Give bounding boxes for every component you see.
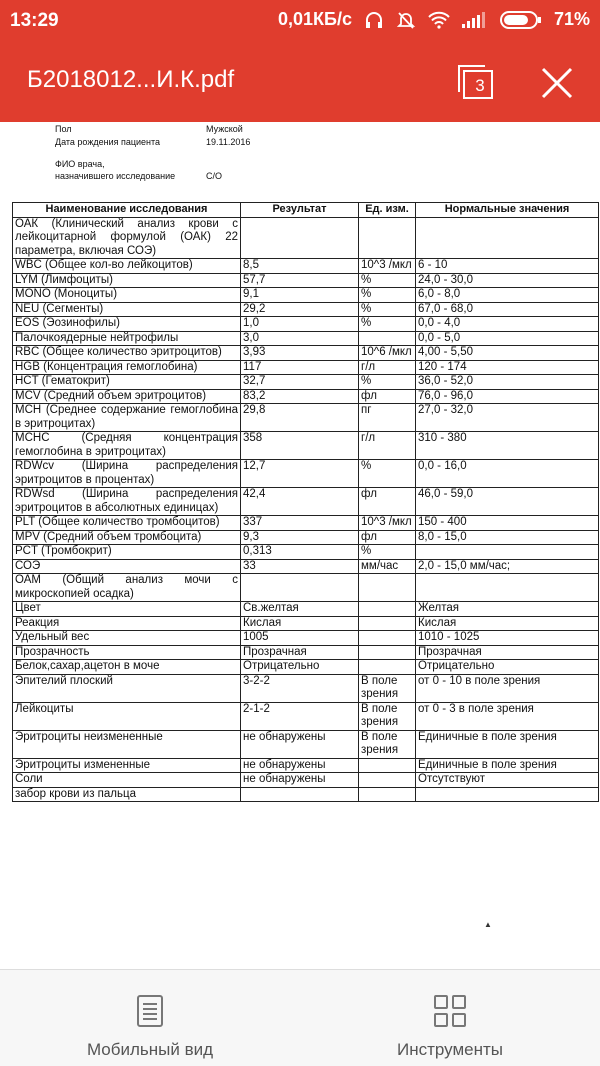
dob-label: Дата рождения пациента — [55, 137, 161, 147]
cell-unit: г/л — [359, 432, 416, 460]
cell-result: 57,7 — [241, 273, 359, 288]
cell-result: 337 — [241, 516, 359, 531]
cell-result: 29,8 — [241, 404, 359, 432]
table-row — [13, 516, 599, 531]
table-row — [13, 317, 599, 332]
cell-unit: % — [359, 317, 416, 332]
cell-result: Св.желтая — [241, 602, 359, 617]
cell-name: HCT (Гематокрит) — [13, 375, 241, 390]
cell-name: Цвет — [13, 602, 241, 617]
table-row — [13, 660, 599, 675]
cell-unit: 10^6 /мкл — [359, 346, 416, 361]
cell-result: 33 — [241, 559, 359, 574]
cell-name: MCHC (Средняя концентрация гемоглобина в эритроцитах) — [13, 432, 241, 460]
network-speed: 0,01КБ/с — [278, 9, 352, 29]
cell-result: 8,5 — [241, 259, 359, 274]
battery-percent: 71% — [553, 9, 590, 29]
tools-label: Инструменты — [396, 1040, 503, 1059]
cell-unit: % — [359, 288, 416, 303]
cell-norm: 46,0 - 59,0 — [416, 488, 599, 516]
cell-name: PCT (Тромбокрит) — [13, 545, 241, 560]
cell-norm: 67,0 - 68,0 — [416, 302, 599, 317]
mobile-view-label: Мобильный вид — [86, 1040, 214, 1059]
cell-norm — [416, 574, 599, 602]
table-row — [13, 432, 599, 460]
cell-name: WBC (Общее кол-во лейкоцитов) — [13, 259, 241, 274]
cell-norm: 4,00 - 5,50 — [416, 346, 599, 361]
header-norm: Нормальные значения — [416, 203, 599, 218]
cell-name: Лейкоциты — [13, 702, 241, 730]
cell-name: Прозрачность — [13, 645, 241, 660]
cell-unit: фл — [359, 488, 416, 516]
cell-name: Реакция — [13, 616, 241, 631]
cell-unit: % — [359, 460, 416, 488]
doctor-label-1: ФИО врача, — [55, 159, 105, 169]
cell-name: забор крови из пальца — [13, 787, 241, 802]
table-row — [13, 787, 599, 802]
cell-name: СОЭ — [13, 559, 241, 574]
caret-mark: ▲ — [484, 920, 492, 929]
table-row — [13, 217, 599, 259]
cell-norm: Кислая — [416, 616, 599, 631]
cell-result: Кислая — [241, 616, 359, 631]
pages-button[interactable] — [455, 64, 495, 100]
cell-norm: 27,0 - 32,0 — [416, 404, 599, 432]
cell-unit — [359, 773, 416, 788]
dob-value: 19.11.2016 — [206, 137, 251, 147]
table-row — [13, 730, 599, 758]
cell-norm: Единичные в поле зрения — [416, 730, 599, 758]
cell-result: 29,2 — [241, 302, 359, 317]
cell-norm: 0,0 - 4,0 — [416, 317, 599, 332]
table-row — [13, 273, 599, 288]
cell-result: 0,313 — [241, 545, 359, 560]
cell-norm: 150 - 400 — [416, 516, 599, 531]
cell-result: 1,0 — [241, 317, 359, 332]
cell-unit: В поле зрения — [359, 730, 416, 758]
cell-result: 42,4 — [241, 488, 359, 516]
header-unit: Ед. изм. — [359, 203, 416, 218]
cell-name: ОАМ (Общий анализ мочи с микроскопией осадка) — [13, 574, 241, 602]
cell-result: 9,1 — [241, 288, 359, 303]
cell-result: 117 — [241, 360, 359, 375]
cell-unit — [359, 616, 416, 631]
cell-name: MONO (Моноциты) — [13, 288, 241, 303]
cell-norm: Отрицательно — [416, 660, 599, 675]
wifi-icon — [428, 11, 450, 29]
table-row — [13, 404, 599, 432]
close-icon — [540, 66, 574, 100]
table-header-row — [13, 203, 599, 218]
tools-button[interactable] — [300, 970, 600, 1066]
cell-name: Эритроциты неизмененные — [13, 730, 241, 758]
cell-unit: пг — [359, 404, 416, 432]
cell-result: Отрицательно — [241, 660, 359, 675]
cell-result: 83,2 — [241, 389, 359, 404]
cell-result: 2-1-2 — [241, 702, 359, 730]
pdf-page[interactable] — [0, 122, 600, 969]
cell-unit: % — [359, 302, 416, 317]
cell-norm: 310 - 380 — [416, 432, 599, 460]
sex-label: Пол — [55, 124, 72, 134]
mute-bell-icon — [396, 10, 416, 30]
cell-name: RDWcv (Ширина распределения эритроцитов в процентах) — [13, 460, 241, 488]
pages-count: 3 — [475, 76, 485, 95]
table-row — [13, 360, 599, 375]
cell-name: MCV (Средний объем эритроцитов) — [13, 389, 241, 404]
sex-value: Мужской — [206, 124, 243, 134]
cell-unit — [359, 787, 416, 802]
cell-name: Эритроциты измененные — [13, 758, 241, 773]
cell-unit: В поле зрения — [359, 674, 416, 702]
results-table — [12, 202, 599, 802]
cell-result — [241, 787, 359, 802]
table-row — [13, 530, 599, 545]
cell-result — [241, 217, 359, 259]
table-row — [13, 259, 599, 274]
cell-norm: 6,0 - 8,0 — [416, 288, 599, 303]
cell-unit: фл — [359, 389, 416, 404]
cell-unit: г/л — [359, 360, 416, 375]
table-row — [13, 375, 599, 390]
table-row — [13, 302, 599, 317]
cell-norm — [416, 545, 599, 560]
cell-norm: 1010 - 1025 — [416, 631, 599, 646]
cell-result: 1005 — [241, 631, 359, 646]
cell-norm: 0,0 - 16,0 — [416, 460, 599, 488]
cell-norm: от 0 - 10 в поле зрения — [416, 674, 599, 702]
cell-norm: Отсутствуют — [416, 773, 599, 788]
cell-unit — [359, 758, 416, 773]
cell-result — [241, 574, 359, 602]
table-row — [13, 389, 599, 404]
cell-name: PLT (Общее количество тромбоцитов) — [13, 516, 241, 531]
cell-unit: 10^3 /мкл — [359, 516, 416, 531]
tools-grid-icon — [433, 994, 467, 1028]
cell-norm: 6 - 10 — [416, 259, 599, 274]
doctor-value: С/О — [206, 171, 223, 181]
cell-unit: В поле зрения — [359, 702, 416, 730]
cell-unit: 10^3 /мкл — [359, 259, 416, 274]
cell-norm: Прозрачная — [416, 645, 599, 660]
cell-name: Удельный вес — [13, 631, 241, 646]
cell-norm: 0,0 - 5,0 — [416, 331, 599, 346]
cell-unit: % — [359, 273, 416, 288]
table-row — [13, 631, 599, 646]
mobile-view-button[interactable] — [0, 970, 300, 1066]
cell-result: 12,7 — [241, 460, 359, 488]
cell-norm: Единичные в поле зрения — [416, 758, 599, 773]
cell-unit — [359, 602, 416, 617]
cell-name: EOS (Эозинофилы) — [13, 317, 241, 332]
cell-unit — [359, 645, 416, 660]
cell-norm: 8,0 - 15,0 — [416, 530, 599, 545]
table-row — [13, 602, 599, 617]
table-row — [13, 460, 599, 488]
cell-name: ОАК (Клинический анализ крови с лейкоцитарной формулой (ОАК) 22 параметра, включая СОЭ) — [13, 217, 241, 259]
cell-name: Белок,сахар,ацетон в моче — [13, 660, 241, 675]
cell-unit: % — [359, 375, 416, 390]
cell-norm — [416, 787, 599, 802]
cell-norm — [416, 217, 599, 259]
cell-norm: 24,0 - 30,0 — [416, 273, 599, 288]
cell-result: не обнаружены — [241, 773, 359, 788]
header-name: Наименование исследования — [13, 203, 241, 218]
battery-icon — [500, 11, 542, 29]
cell-norm: 120 - 174 — [416, 360, 599, 375]
cell-name: Соли — [13, 773, 241, 788]
cell-norm: 36,0 - 52,0 — [416, 375, 599, 390]
cell-unit — [359, 217, 416, 259]
header-result: Результат — [241, 203, 359, 218]
table-row — [13, 346, 599, 361]
headphones-icon — [364, 10, 384, 30]
doctor-label-2: назначившего исследование — [55, 171, 176, 181]
cell-name: MCH (Среднее содержание гемоглобина в эритроцитах) — [13, 404, 241, 432]
cell-name: NEU (Сегменты) — [13, 302, 241, 317]
cell-result: 9,3 — [241, 530, 359, 545]
cell-unit — [359, 331, 416, 346]
cell-result: 3,93 — [241, 346, 359, 361]
status-time: 13:29 — [10, 10, 59, 31]
table-row — [13, 702, 599, 730]
cell-name: Эпителий плоский — [13, 674, 241, 702]
status-bar — [0, 0, 600, 42]
cell-unit — [359, 660, 416, 675]
app-bar — [0, 42, 600, 122]
cell-result: 32,7 — [241, 375, 359, 390]
cell-result: 3-2-2 — [241, 674, 359, 702]
cell-norm: Желтая — [416, 602, 599, 617]
table-row — [13, 288, 599, 303]
cell-unit — [359, 631, 416, 646]
cell-unit: % — [359, 545, 416, 560]
close-button[interactable] — [540, 66, 574, 100]
cell-name: MPV (Средний объем тромбоцита) — [13, 530, 241, 545]
cell-name: LYM (Лимфоциты) — [13, 273, 241, 288]
table-row — [13, 488, 599, 516]
table-row — [13, 331, 599, 346]
cell-result: 358 — [241, 432, 359, 460]
table-row — [13, 758, 599, 773]
cell-unit: мм/час — [359, 559, 416, 574]
table-row — [13, 574, 599, 602]
table-row — [13, 773, 599, 788]
table-row — [13, 645, 599, 660]
cell-unit — [359, 574, 416, 602]
mobile-view-icon — [133, 994, 167, 1028]
cell-name: Палочкоядерные нейтрофилы — [13, 331, 241, 346]
bottom-bar — [0, 969, 600, 1066]
cell-result: не обнаружены — [241, 730, 359, 758]
cell-name: HGB (Концентрация гемоглобина) — [13, 360, 241, 375]
cell-name: RDWsd (Ширина распределения эритроцитов в абсолютных единицах) — [13, 488, 241, 516]
table-row — [13, 616, 599, 631]
cell-result: не обнаружены — [241, 758, 359, 773]
cell-norm: 2,0 - 15,0 мм/час; — [416, 559, 599, 574]
cell-result: 3,0 — [241, 331, 359, 346]
document-title: Б2018012...И.К.pdf — [27, 66, 235, 93]
table-row — [13, 674, 599, 702]
cell-result: Прозрачная — [241, 645, 359, 660]
table-row — [13, 559, 599, 574]
cell-norm: от 0 - 3 в поле зрения — [416, 702, 599, 730]
cell-norm: 76,0 - 96,0 — [416, 389, 599, 404]
signal-icon — [462, 12, 488, 28]
cell-unit: фл — [359, 530, 416, 545]
table-row — [13, 545, 599, 560]
cell-name: RBC (Общее количество эритроцитов) — [13, 346, 241, 361]
